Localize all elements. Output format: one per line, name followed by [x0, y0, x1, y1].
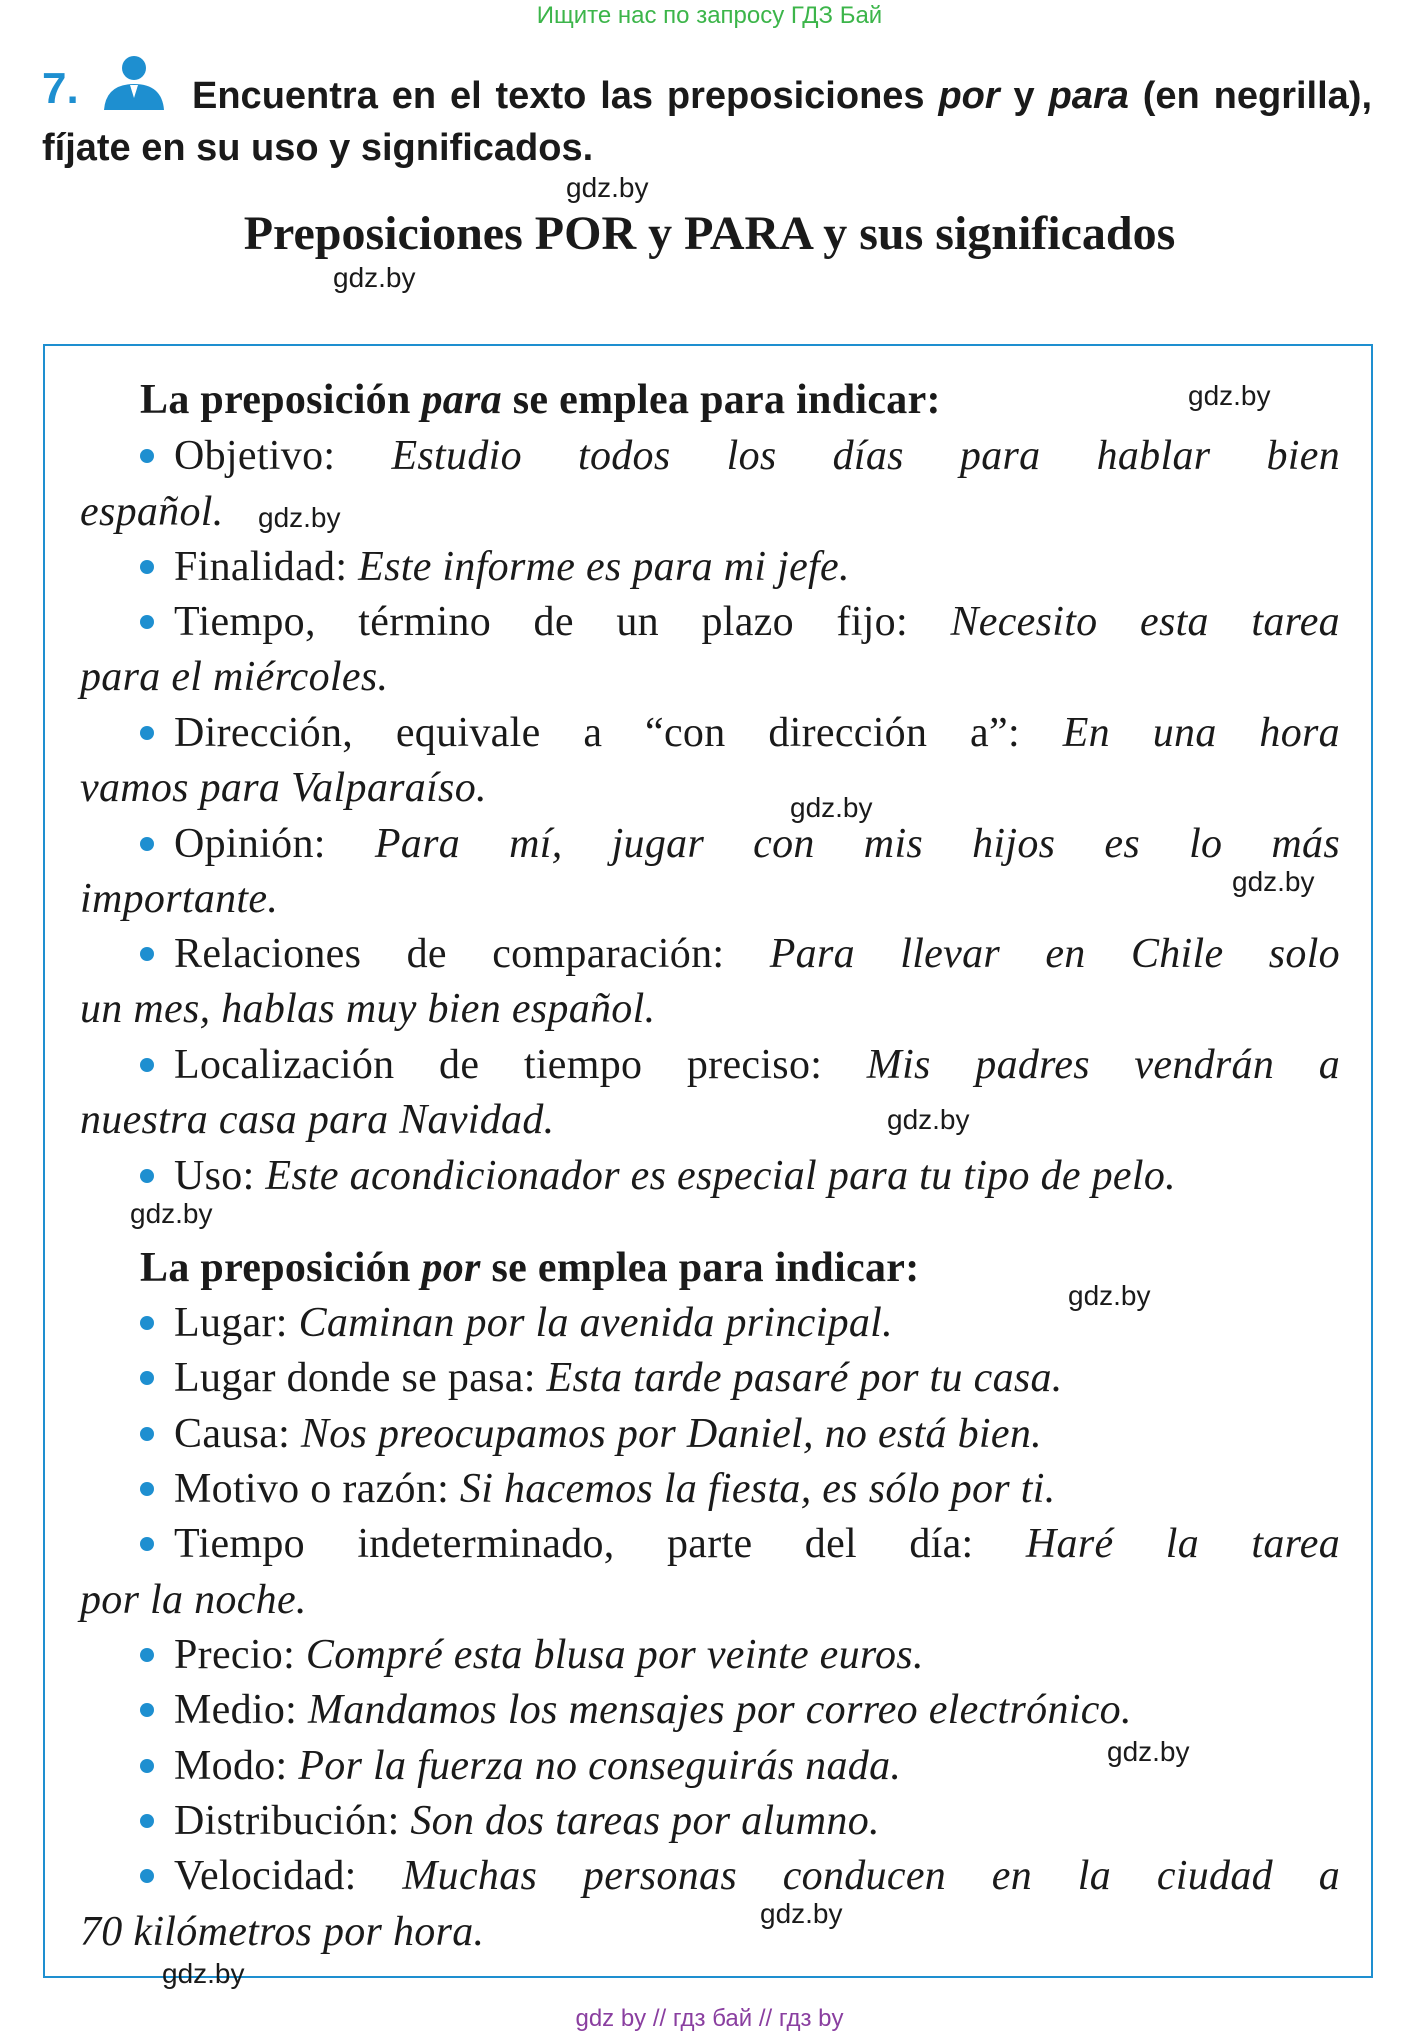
watermark: gdz.by [887, 1104, 970, 1135]
watermark: gdz.by [1188, 380, 1271, 411]
bullet-icon [140, 1058, 154, 1072]
watermark: gdz.by [333, 262, 416, 293]
list-item: Velocidad: Muchas personas conducen en la ciudad a [140, 1850, 1340, 1902]
watermark: gdz.by [566, 172, 649, 203]
top-note: Ищите нас по запросу ГДЗ Бай [536, 2, 883, 29]
list-item-continuation: vamos para Valparaíso. [80, 765, 487, 811]
watermark: gdz.by [162, 1958, 245, 1989]
list-item-continuation: un mes, hablas muy bien español. [80, 986, 656, 1032]
bullet-icon [140, 947, 154, 961]
por-section-title: La preposición por se emplea para indicar: [140, 1245, 920, 1291]
list-item: Precio: Compré esta blusa por veinte euros. [140, 1629, 1340, 1681]
list-item-continuation: español. [80, 489, 224, 535]
bullet-icon [140, 449, 154, 463]
watermark: gdz.by [760, 1898, 843, 1929]
list-item-continuation: importante. [80, 876, 279, 922]
watermark: gdz.by [258, 502, 341, 533]
page-heading: Preposiciones POR y PARA y sus significados [243, 207, 1176, 260]
bullet-icon [140, 1537, 154, 1551]
watermark: gdz.by [130, 1198, 213, 1229]
list-item-continuation: para el miércoles. [80, 654, 389, 700]
list-item: Tiempo, término de un plazo fijo: Necesito esta tarea [140, 596, 1340, 648]
list-item: Distribución: Son dos tareas por alumno. [140, 1795, 1340, 1847]
bullet-icon [140, 726, 154, 740]
para-section-title: La preposición para se emplea para indicar: [140, 377, 941, 423]
bullet-icon [140, 615, 154, 629]
list-item: Uso: Este acondicionador es especial para tu tipo de pelo. [140, 1150, 1340, 1202]
bullet-icon [140, 560, 154, 574]
list-item-continuation: 70 kilómetros por hora. [80, 1909, 485, 1955]
list-item: Medio: Mandamos los mensajes por correo electrónico. [140, 1684, 1340, 1736]
list-item: Finalidad: Este informe es para mi jefe. [140, 541, 1340, 593]
bullet-icon [140, 1316, 154, 1330]
list-item: Tiempo indeterminado, parte del día: Haré la tarea [140, 1518, 1340, 1570]
list-item: Relaciones de comparación: Para llevar en Chile solo [140, 928, 1340, 980]
watermark: gdz.by [1068, 1280, 1151, 1311]
list-item: Opinión: Para mí, jugar con mis hijos es lo más [140, 818, 1340, 870]
bullet-icon [140, 1648, 154, 1662]
bullet-icon [140, 1869, 154, 1883]
footer: gdz by // гдз бай // гдз by [575, 2005, 844, 2032]
bullet-icon [140, 1703, 154, 1717]
bullet-icon [140, 1814, 154, 1828]
list-item: Localización de tiempo preciso: Mis padres vendrán a [140, 1039, 1340, 1091]
list-item: Causa: Nos preocupamos por Daniel, no está bien. [140, 1408, 1340, 1460]
bullet-icon [140, 1169, 154, 1183]
list-item: Objetivo: Estudio todos los días para hablar bien [140, 430, 1340, 482]
bullet-icon [140, 1371, 154, 1385]
list-item-continuation: por la noche. [80, 1577, 307, 1623]
list-item: Motivo o razón: Si hacemos la fiesta, es sólo por ti. [140, 1463, 1340, 1515]
bullet-icon [140, 1482, 154, 1496]
bullet-icon [140, 1759, 154, 1773]
watermark: gdz.by [1107, 1736, 1190, 1767]
bullet-icon [140, 1427, 154, 1441]
list-item-continuation: nuestra casa para Navidad. [80, 1097, 555, 1143]
bullet-icon [140, 837, 154, 851]
list-item: Lugar donde se pasa: Esta tarde pasaré por tu casa. [140, 1352, 1340, 1404]
watermark: gdz.by [790, 792, 873, 823]
watermark: gdz.by [1232, 866, 1315, 897]
list-item: Lugar: Caminan por la avenida principal. [140, 1297, 1340, 1349]
list-item: Modo: Por la fuerza no conseguirás nada. [140, 1740, 1340, 1792]
exercise-number: 7. [42, 64, 79, 113]
exercise-instruction: Encuentra en el texto las preposiciones por y para (en negrilla), fíjate en su uso y significados. [42, 75, 1373, 169]
list-item: Dirección, equivale a “con dirección a”: En una hora [140, 707, 1340, 759]
